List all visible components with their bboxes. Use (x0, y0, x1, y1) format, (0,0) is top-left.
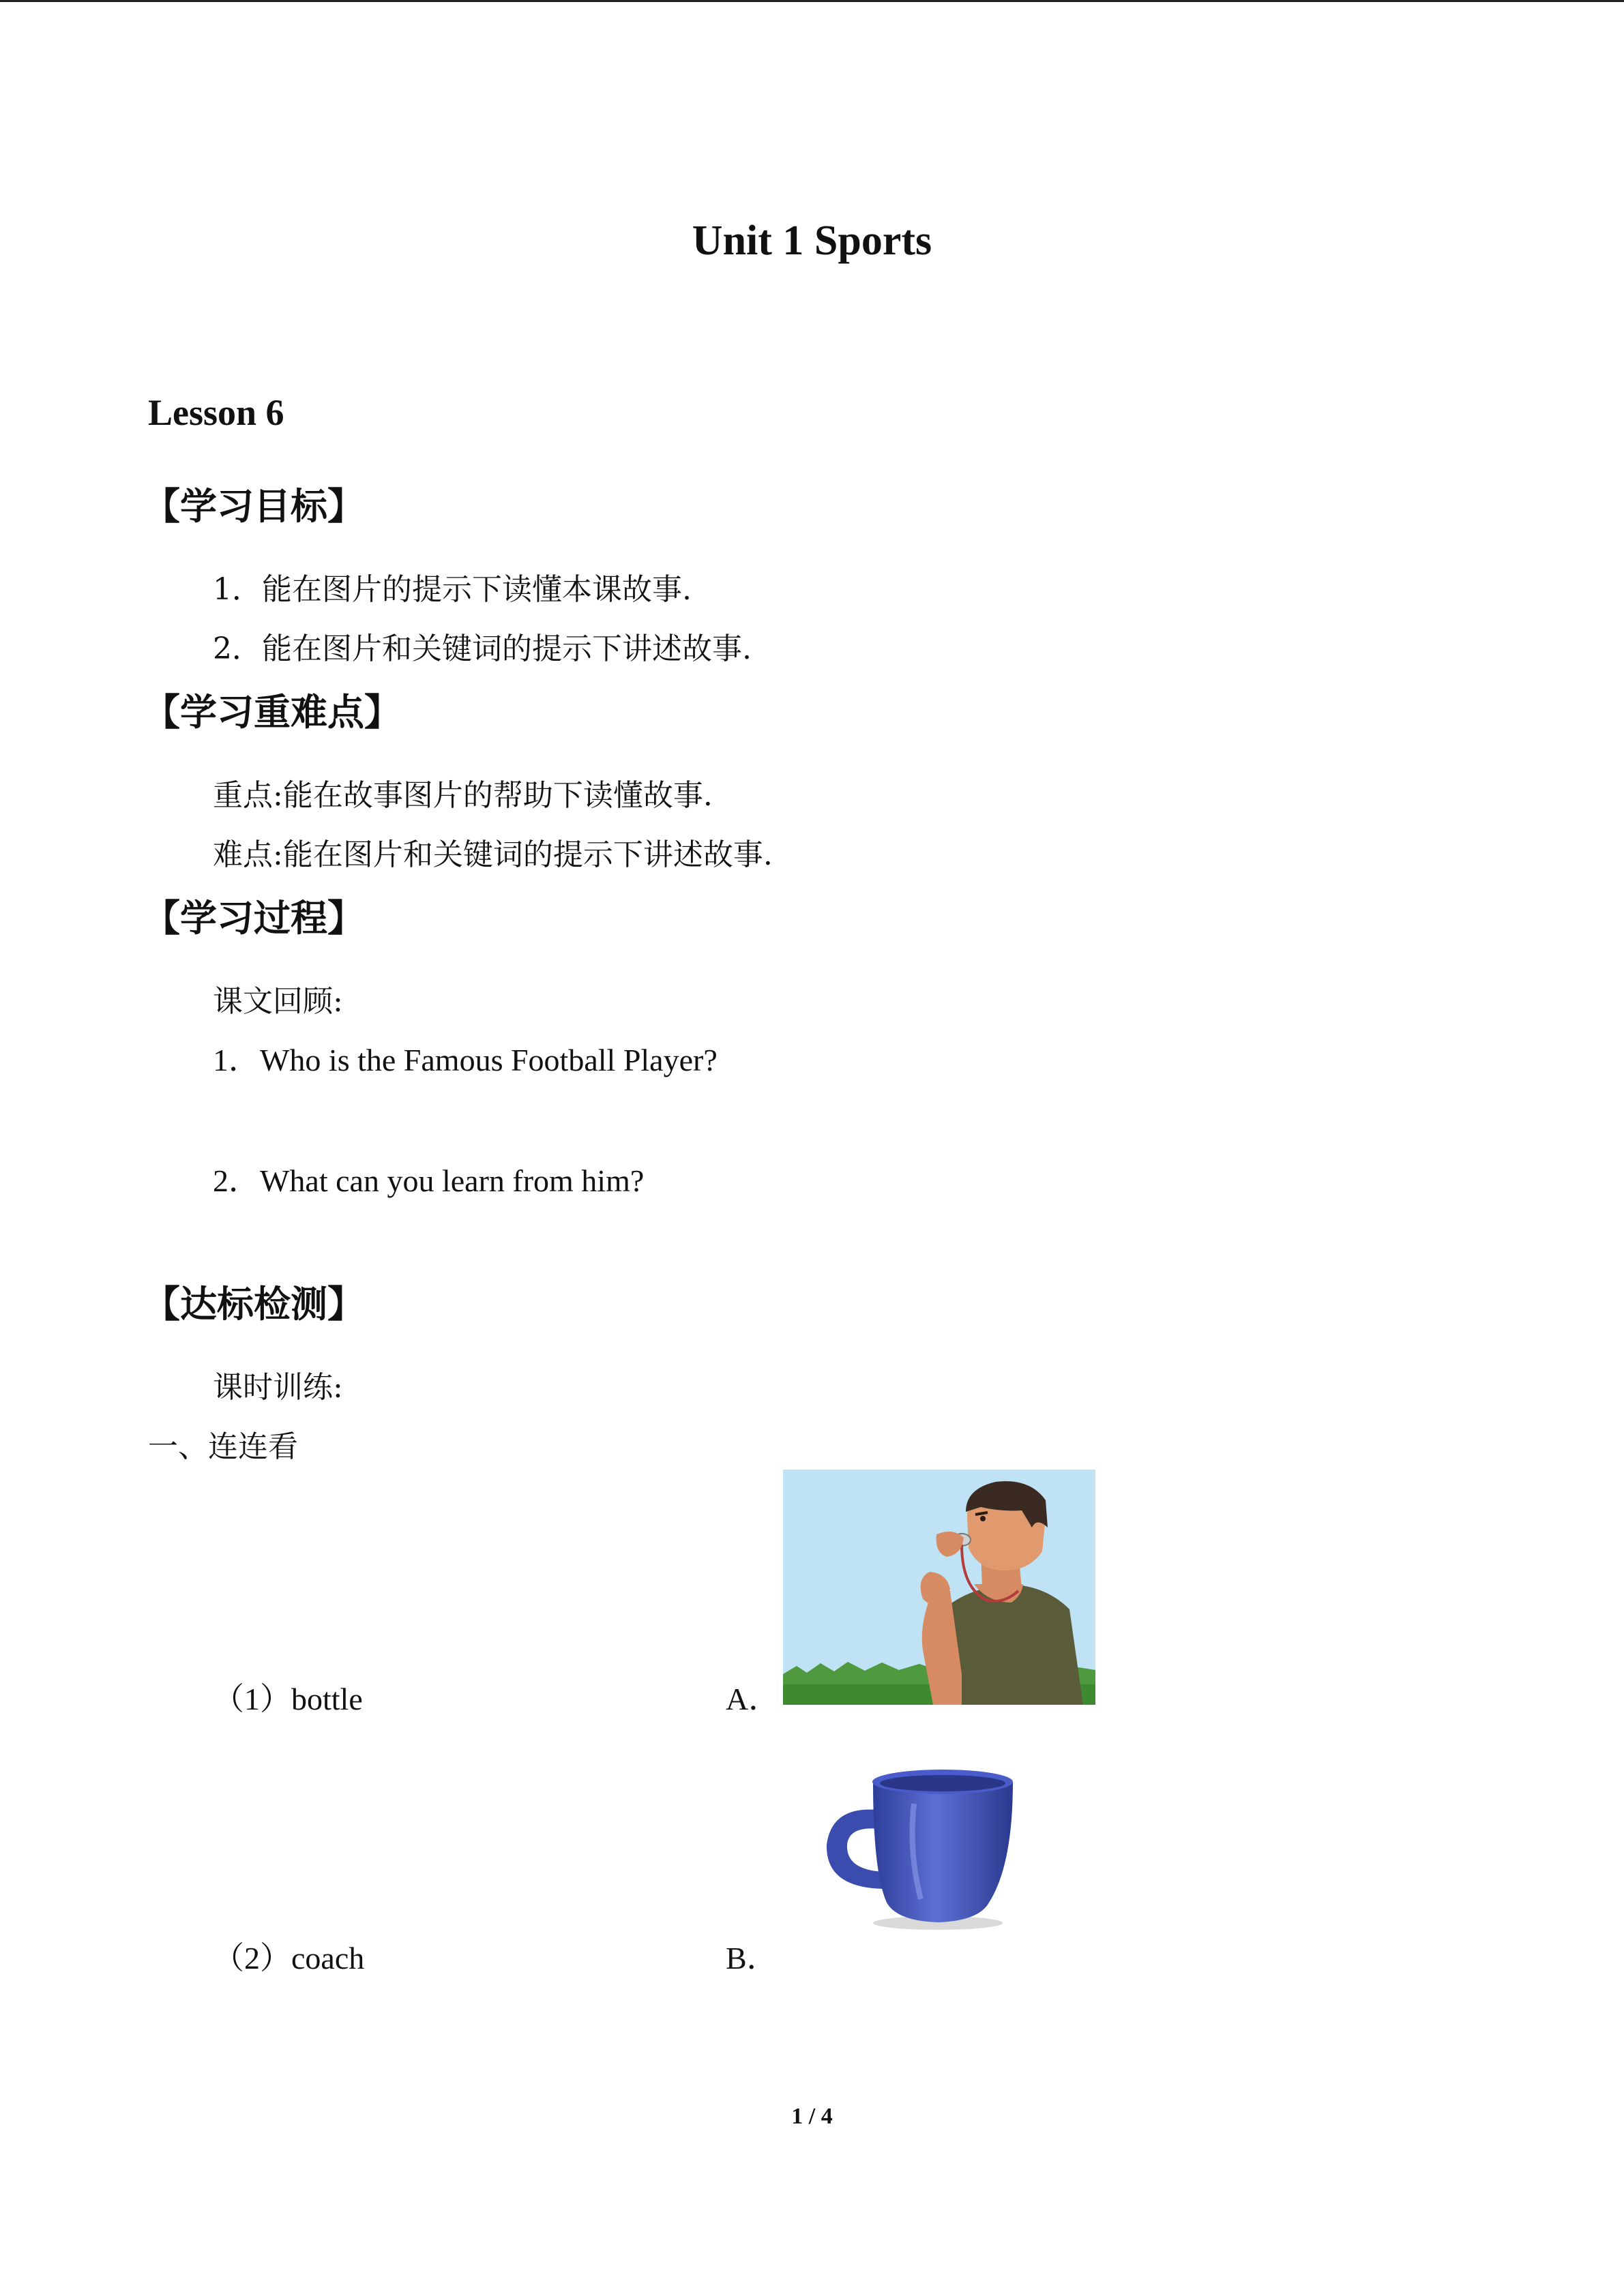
match-option-b: B． (726, 1941, 778, 1976)
key-points-heading: 【学习重难点】 (143, 691, 401, 734)
page-number: 1 / 4 (791, 2104, 833, 2129)
objectives-heading: 【学习目标】 (143, 485, 364, 528)
process-intro: 课文回顾: (213, 984, 343, 1019)
lesson-heading: Lesson 6 (148, 392, 284, 433)
match-option-a: A． (726, 1682, 780, 1716)
objective-item-1: 1．能在图片的提示下读懂本课故事. (213, 572, 692, 607)
key-point-item-1: 重点:能在故事图片的帮助下读懂故事. (213, 778, 713, 813)
process-heading: 【学习过程】 (143, 897, 364, 940)
match-word-1: （1）bottle (213, 1682, 363, 1716)
page-title: Unit 1 Sports (692, 218, 932, 264)
exercise-title: 一、连连看 (148, 1429, 298, 1464)
assessment-intro: 课时训练: (213, 1370, 343, 1405)
assessment-heading: 【达标检测】 (143, 1283, 364, 1326)
objective-item-2: 2．能在图片和关键词的提示下讲述故事. (213, 631, 752, 666)
key-point-item-2: 难点:能在图片和关键词的提示下讲述故事. (213, 837, 773, 872)
question-2: 2．What can you learn from him? (213, 1163, 645, 1198)
question-1: 1．Who is the Famous Football Player? (213, 1043, 718, 1077)
match-word-2: （2）coach (213, 1941, 365, 1976)
top-border (0, 0, 1624, 2)
blue-cup-icon (818, 1763, 1037, 1933)
coach-blowing-whistle-icon (783, 1470, 1095, 1705)
